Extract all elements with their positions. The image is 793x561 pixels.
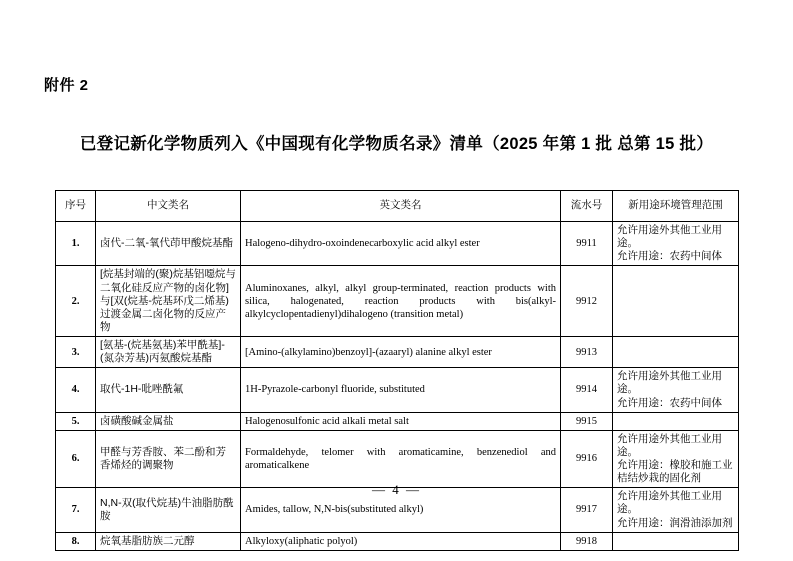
cell-english-name: Aluminoxanes, alkyl, alkyl group-terminated, reaction products with silica, halogenated, reaction products with bis(alkyl-alkylcyclopentadienyl)dihalogeno (transition metal) — [241, 266, 561, 337]
cell-chinese-name: 卤磺酸碱金属盐 — [96, 412, 241, 430]
cell-scope: 允许用途外其他工业用途。 允许用途：农药中间体 — [613, 368, 739, 412]
table-row — [56, 222, 739, 266]
cell-serial: 9914 — [561, 368, 613, 412]
cell-serial: 9912 — [561, 266, 613, 337]
cell-english-name: Alkyloxy(aliphatic polyol) — [241, 532, 561, 550]
cell-chinese-name: [烷基封端的(聚)烷基铝噁烷与二氧化硅反应产物的卤化物]与[双(烷基-烷基环戊二烯基)过渡金属二卤化物的反应产物 — [96, 266, 241, 337]
cell-english-name: Amides, tallow, N,N-bis(substituted alkyl) — [241, 488, 561, 532]
cell-no: 3. — [56, 337, 96, 368]
cell-serial: 9917 — [561, 488, 613, 532]
table-row — [56, 532, 739, 550]
table-row — [56, 368, 739, 412]
page-number: — 4 — — [372, 482, 421, 497]
table-row — [56, 430, 739, 488]
cell-serial: 9918 — [561, 532, 613, 550]
cell-english-name: [Amino-(alkylamino)benzoyl]-(azaaryl) alanine alkyl ester — [241, 337, 561, 368]
table-header — [56, 191, 739, 222]
cell-chinese-name: 甲醛与芳香胺、苯二酚和芳香烯烃的调聚物 — [96, 430, 241, 488]
attachment-label: 附件 2 — [44, 77, 89, 94]
cell-no: 8. — [56, 532, 96, 550]
cell-serial: 9911 — [561, 222, 613, 266]
cell-scope — [613, 337, 739, 368]
cell-chinese-name: N,N-双(取代烷基)牛油脂肪酰胺 — [96, 488, 241, 532]
column-header-no: 序号 — [56, 191, 96, 222]
cell-no: 2. — [56, 266, 96, 337]
cell-english-name: 1H-Pyrazole-carbonyl fluoride, substituted — [241, 368, 561, 412]
cell-serial: 9913 — [561, 337, 613, 368]
table-row — [56, 266, 739, 337]
cell-no: 1. — [56, 222, 96, 266]
cell-chinese-name: [氨基-(烷基氨基)苯甲酰基]-(氮杂芳基)丙氨酸烷基酯 — [96, 337, 241, 368]
column-header-english-name: 英文类名 — [241, 191, 561, 222]
cell-scope — [613, 266, 739, 337]
cell-no: 4. — [56, 368, 96, 412]
cell-scope: 允许用途外其他工业用途。 允许用途：橡胶和施工业桔结炒栽的固化剂 — [613, 430, 739, 488]
cell-english-name: Halogenosulfonic acid alkali metal salt — [241, 412, 561, 430]
cell-serial: 9916 — [561, 430, 613, 488]
table-body — [56, 222, 739, 551]
table-row — [56, 412, 739, 430]
table-row — [56, 337, 739, 368]
cell-scope — [613, 532, 739, 550]
cell-no: 7. — [56, 488, 96, 532]
cell-no: 6. — [56, 430, 96, 488]
column-header-chinese-name: 中文类名 — [96, 191, 241, 222]
cell-chinese-name: 卤代-二氧-氧代茚甲酸烷基酯 — [96, 222, 241, 266]
column-header-serial: 流水号 — [561, 191, 613, 222]
cell-chinese-name: 烷氧基脂肪族二元醇 — [96, 532, 241, 550]
cell-english-name: Formaldehyde, telomer with aromaticamine, benzenediol and aromaticalkene — [241, 430, 561, 488]
cell-english-name: Halogeno-dihydro-oxoindenecarboxylic acid alkyl ester — [241, 222, 561, 266]
cell-serial: 9915 — [561, 412, 613, 430]
table-header-row — [56, 191, 739, 222]
cell-chinese-name: 取代-1H-吡唑酰氟 — [96, 368, 241, 412]
cell-scope: 允许用途外其他工业用途。 允许用途：润滑油添加剂 — [613, 488, 739, 532]
column-header-scope: 新用途环境管理范围 — [613, 191, 739, 222]
cell-scope — [613, 412, 739, 430]
cell-no: 5. — [56, 412, 96, 430]
page-title: 已登记新化学物质列入《中国现有化学物质名录》清单（2025 年第 1 批 总第 15 批） — [79, 135, 714, 153]
cell-scope: 允许用途外其他工业用途。 允许用途：农药中间体 — [613, 222, 739, 266]
